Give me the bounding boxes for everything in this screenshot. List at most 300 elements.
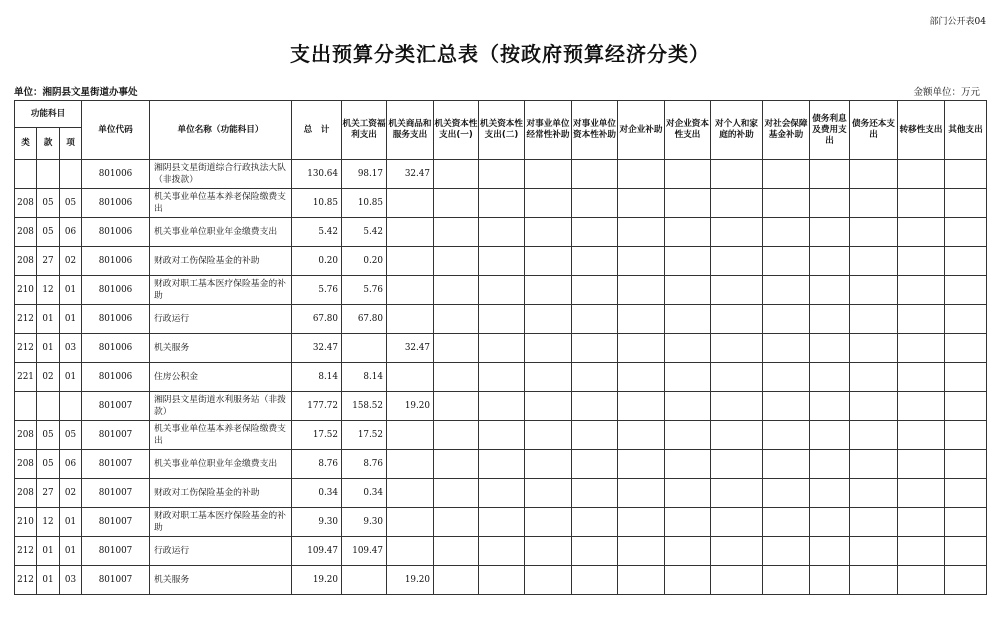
cell-empty: [763, 334, 810, 363]
cell-empty: [525, 450, 572, 479]
unit-name-text: 财政对职工基本医疗保险基金的补助: [154, 279, 286, 301]
cell-unit-name: [150, 160, 292, 189]
cell-empty: [945, 247, 987, 276]
cell-empty: [434, 566, 479, 595]
cell-empty: [434, 305, 479, 334]
unit-name-text: 机关事业单位基本养老保险缴费支出: [154, 192, 286, 214]
cell-empty: [711, 334, 763, 363]
cell-empty: [665, 363, 711, 392]
unit-name-text: 住房公积金: [154, 372, 198, 382]
cell-empty: [572, 276, 618, 305]
cell-empty: [711, 508, 763, 537]
cell-wage-welfare: 98.17: [342, 160, 387, 189]
cell-kuan: 01: [37, 305, 60, 334]
cell-unit-code: 801007: [82, 450, 150, 479]
table-row: [15, 392, 987, 421]
table-row: [15, 508, 987, 537]
cell-empty: [898, 450, 945, 479]
cell-empty: [945, 334, 987, 363]
cell-unit-name: [150, 566, 292, 595]
cell-empty: [945, 189, 987, 218]
cell-empty: [763, 363, 810, 392]
cell-empty: [434, 247, 479, 276]
cell-unit-name: [150, 537, 292, 566]
cell-empty: [479, 218, 525, 247]
cell-empty: [434, 363, 479, 392]
header-col-4: 机关资本性支出(二): [479, 101, 525, 160]
cell-empty: [763, 537, 810, 566]
cell-unit-code: 801007: [82, 392, 150, 421]
header-kuan: 款: [37, 128, 60, 160]
cell-empty: [618, 421, 665, 450]
cell-wage-welfare: 10.85: [342, 189, 387, 218]
cell-kuan: [37, 160, 60, 189]
cell-empty: [618, 363, 665, 392]
cell-empty: [665, 566, 711, 595]
cell-empty: [763, 421, 810, 450]
cell-empty: [711, 479, 763, 508]
cell-empty: [525, 363, 572, 392]
cell-unit-name: [150, 363, 292, 392]
cell-goods-services: [387, 305, 434, 334]
cell-wage-welfare: 5.76: [342, 276, 387, 305]
cell-unit-name: [150, 450, 292, 479]
table-row: [15, 305, 987, 334]
cell-empty: [850, 305, 898, 334]
cell-empty: [945, 537, 987, 566]
cell-empty: [434, 508, 479, 537]
cell-lei: 212: [15, 305, 37, 334]
cell-empty: [711, 392, 763, 421]
header-col-5: 对事业单位经常性补助: [525, 101, 572, 160]
cell-empty: [618, 247, 665, 276]
cell-empty: [572, 392, 618, 421]
cell-empty: [810, 537, 850, 566]
cell-empty: [711, 276, 763, 305]
cell-empty: [572, 450, 618, 479]
cell-empty: [711, 247, 763, 276]
header-col-13: 转移性支出: [898, 101, 945, 160]
header-col-11: 债务利息及费用支出: [810, 101, 850, 160]
cell-lei: [15, 160, 37, 189]
cell-wage-welfare: 8.76: [342, 450, 387, 479]
cell-empty: [525, 421, 572, 450]
cell-goods-services: 19.20: [387, 392, 434, 421]
cell-kuan: 27: [37, 247, 60, 276]
unit-name-text: 湘阴县文星街道水利服务站（非拨款）: [154, 395, 286, 417]
cell-goods-services: 19.20: [387, 566, 434, 595]
cell-wage-welfare: 0.20: [342, 247, 387, 276]
cell-empty: [525, 160, 572, 189]
cell-empty: [525, 276, 572, 305]
header-col-2: 机关商品和服务支出: [387, 101, 434, 160]
cell-empty: [711, 189, 763, 218]
cell-wage-welfare: 0.34: [342, 479, 387, 508]
cell-empty: [434, 479, 479, 508]
header-col-10: 对社会保障基金补助: [763, 101, 810, 160]
cell-empty: [665, 537, 711, 566]
cell-empty: [665, 421, 711, 450]
cell-empty: [850, 537, 898, 566]
cell-empty: [898, 334, 945, 363]
cell-unit-name: [150, 218, 292, 247]
cell-empty: [810, 508, 850, 537]
cell-empty: [434, 537, 479, 566]
cell-empty: [711, 566, 763, 595]
cell-empty: [525, 189, 572, 218]
table-row: [15, 566, 987, 595]
cell-empty: [763, 247, 810, 276]
header-col-12: 债务还本支出: [850, 101, 898, 160]
cell-empty: [898, 189, 945, 218]
cell-empty: [665, 450, 711, 479]
cell-empty: [434, 450, 479, 479]
cell-kuan: 05: [37, 421, 60, 450]
cell-lei: [15, 392, 37, 421]
cell-empty: [479, 508, 525, 537]
cell-kuan: 02: [37, 363, 60, 392]
page-title: 支出预算分类汇总表（按政府预算经济分类）: [290, 42, 710, 66]
cell-empty: [618, 305, 665, 334]
unit-name-text: 行政运行: [154, 546, 190, 556]
cell-unit-code: 801006: [82, 305, 150, 334]
cell-empty: [850, 566, 898, 595]
cell-empty: [850, 421, 898, 450]
unit-name-text: 财政对职工基本医疗保险基金的补助: [154, 511, 286, 533]
cell-xiang: 03: [60, 334, 82, 363]
cell-empty: [618, 566, 665, 595]
cell-empty: [763, 450, 810, 479]
cell-empty: [763, 479, 810, 508]
cell-empty: [525, 566, 572, 595]
cell-unit-code: 801006: [82, 189, 150, 218]
cell-empty: [665, 189, 711, 218]
cell-wage-welfare: 9.30: [342, 508, 387, 537]
cell-empty: [665, 276, 711, 305]
cell-empty: [572, 363, 618, 392]
cell-empty: [945, 218, 987, 247]
cell-empty: [618, 479, 665, 508]
cell-empty: [763, 305, 810, 334]
cell-xiang: 06: [60, 450, 82, 479]
cell-unit-name: [150, 479, 292, 508]
cell-empty: [434, 392, 479, 421]
cell-empty: [618, 334, 665, 363]
cell-kuan: 01: [37, 566, 60, 595]
cell-goods-services: [387, 450, 434, 479]
table-row: [15, 450, 987, 479]
cell-goods-services: [387, 479, 434, 508]
cell-empty: [479, 305, 525, 334]
cell-empty: [572, 189, 618, 218]
cell-empty: [434, 276, 479, 305]
unit-name-text: 机关事业单位基本养老保险缴费支出: [154, 424, 286, 446]
cell-goods-services: [387, 189, 434, 218]
cell-empty: [810, 247, 850, 276]
cell-empty: [434, 189, 479, 218]
cell-kuan: 01: [37, 537, 60, 566]
cell-total: 9.30: [292, 508, 342, 537]
header-col-7: 对企业补助: [618, 101, 665, 160]
cell-unit-name: [150, 305, 292, 334]
unit-name-text: 财政对工伤保险基金的补助: [154, 256, 260, 266]
cell-wage-welfare: [342, 334, 387, 363]
cell-xiang: 01: [60, 305, 82, 334]
cell-empty: [850, 334, 898, 363]
table-row: [15, 160, 987, 189]
cell-empty: [945, 363, 987, 392]
cell-unit-code: 801006: [82, 247, 150, 276]
cell-unit-code: 801007: [82, 566, 150, 595]
cell-empty: [810, 305, 850, 334]
cell-kuan: 01: [37, 334, 60, 363]
cell-empty: [665, 392, 711, 421]
cell-wage-welfare: 17.52: [342, 421, 387, 450]
header-total: 总 计: [292, 101, 342, 160]
cell-xiang: 02: [60, 247, 82, 276]
cell-goods-services: [387, 363, 434, 392]
cell-empty: [763, 566, 810, 595]
cell-empty: [711, 421, 763, 450]
cell-goods-services: 32.47: [387, 334, 434, 363]
cell-xiang: 01: [60, 508, 82, 537]
cell-xiang: [60, 392, 82, 421]
cell-empty: [898, 218, 945, 247]
cell-empty: [434, 160, 479, 189]
cell-lei: 221: [15, 363, 37, 392]
cell-empty: [572, 305, 618, 334]
cell-unit-name: [150, 421, 292, 450]
header-func-subject: 功能科目: [15, 101, 82, 128]
cell-goods-services: [387, 508, 434, 537]
cell-empty: [810, 566, 850, 595]
cell-goods-services: [387, 276, 434, 305]
cell-xiang: [60, 160, 82, 189]
cell-empty: [525, 218, 572, 247]
cell-wage-welfare: 67.80: [342, 305, 387, 334]
cell-kuan: 12: [37, 276, 60, 305]
cell-empty: [665, 479, 711, 508]
cell-total: 32.47: [292, 334, 342, 363]
cell-total: 130.64: [292, 160, 342, 189]
cell-empty: [945, 160, 987, 189]
cell-unit-name: [150, 276, 292, 305]
header-lei: 类: [15, 128, 37, 160]
table-row: [15, 218, 987, 247]
cell-lei: 212: [15, 566, 37, 595]
table-row: [15, 189, 987, 218]
cell-empty: [525, 508, 572, 537]
cell-kuan: [37, 392, 60, 421]
cell-empty: [898, 160, 945, 189]
cell-empty: [810, 276, 850, 305]
cell-unit-code: 801006: [82, 218, 150, 247]
cell-empty: [618, 537, 665, 566]
cell-empty: [618, 450, 665, 479]
cell-empty: [525, 334, 572, 363]
unit-name-text: 财政对工伤保险基金的补助: [154, 488, 260, 498]
document-code: 部门公开表04: [929, 17, 986, 27]
cell-empty: [850, 247, 898, 276]
table-row: [15, 276, 987, 305]
cell-lei: 208: [15, 421, 37, 450]
cell-kuan: 12: [37, 508, 60, 537]
cell-wage-welfare: 109.47: [342, 537, 387, 566]
cell-empty: [945, 276, 987, 305]
cell-empty: [898, 392, 945, 421]
cell-lei: 212: [15, 334, 37, 363]
cell-empty: [479, 392, 525, 421]
cell-empty: [479, 189, 525, 218]
cell-empty: [572, 334, 618, 363]
cell-xiang: 01: [60, 537, 82, 566]
cell-unit-code: 801007: [82, 421, 150, 450]
cell-empty: [898, 305, 945, 334]
cell-empty: [850, 392, 898, 421]
cell-wage-welfare: [342, 566, 387, 595]
cell-empty: [665, 508, 711, 537]
cell-empty: [898, 363, 945, 392]
cell-empty: [665, 334, 711, 363]
cell-unit-code: 801006: [82, 160, 150, 189]
cell-wage-welfare: 5.42: [342, 218, 387, 247]
cell-empty: [711, 305, 763, 334]
cell-empty: [525, 247, 572, 276]
cell-empty: [810, 392, 850, 421]
cell-empty: [810, 450, 850, 479]
cell-unit-code: 801007: [82, 537, 150, 566]
unit-name-text: 机关事业单位职业年金缴费支出: [154, 227, 278, 237]
cell-xiang: 01: [60, 276, 82, 305]
cell-empty: [525, 479, 572, 508]
cell-lei: 208: [15, 479, 37, 508]
cell-empty: [618, 160, 665, 189]
cell-empty: [525, 392, 572, 421]
cell-wage-welfare: 8.14: [342, 363, 387, 392]
cell-xiang: 01: [60, 363, 82, 392]
cell-empty: [618, 508, 665, 537]
cell-empty: [810, 160, 850, 189]
cell-empty: [479, 363, 525, 392]
cell-empty: [572, 421, 618, 450]
header-col-14: 其他支出: [945, 101, 987, 160]
cell-goods-services: 32.47: [387, 160, 434, 189]
cell-empty: [572, 160, 618, 189]
cell-empty: [850, 479, 898, 508]
cell-empty: [572, 247, 618, 276]
header-col-3: 机关资本性支出(一): [434, 101, 479, 160]
cell-xiang: 03: [60, 566, 82, 595]
cell-total: 67.80: [292, 305, 342, 334]
cell-empty: [665, 218, 711, 247]
cell-unit-name: [150, 508, 292, 537]
cell-unit-code: 801006: [82, 276, 150, 305]
cell-empty: [434, 218, 479, 247]
header-col-1: 机关工资福利支出: [342, 101, 387, 160]
cell-total: 5.76: [292, 276, 342, 305]
cell-empty: [763, 392, 810, 421]
cell-empty: [945, 421, 987, 450]
cell-empty: [763, 276, 810, 305]
cell-empty: [945, 566, 987, 595]
cell-empty: [945, 450, 987, 479]
table-row: [15, 537, 987, 566]
cell-empty: [850, 189, 898, 218]
cell-empty: [479, 450, 525, 479]
cell-empty: [810, 334, 850, 363]
cell-empty: [898, 421, 945, 450]
cell-empty: [711, 218, 763, 247]
cell-unit-name: [150, 392, 292, 421]
cell-total: 177.72: [292, 392, 342, 421]
cell-goods-services: [387, 247, 434, 276]
cell-xiang: 02: [60, 479, 82, 508]
cell-empty: [479, 566, 525, 595]
cell-empty: [572, 537, 618, 566]
cell-empty: [479, 160, 525, 189]
cell-total: 10.85: [292, 189, 342, 218]
cell-empty: [618, 392, 665, 421]
cell-goods-services: [387, 537, 434, 566]
table-row: [15, 421, 987, 450]
cell-empty: [479, 421, 525, 450]
cell-empty: [665, 160, 711, 189]
cell-empty: [618, 189, 665, 218]
header-unit-name: 单位名称（功能科目）: [150, 101, 292, 160]
cell-kuan: 27: [37, 479, 60, 508]
cell-unit-name: [150, 189, 292, 218]
cell-empty: [898, 537, 945, 566]
table-row: [15, 479, 987, 508]
cell-empty: [898, 479, 945, 508]
expenditure-table: [14, 100, 987, 595]
cell-wage-welfare: 158.52: [342, 392, 387, 421]
cell-empty: [479, 537, 525, 566]
cell-empty: [763, 189, 810, 218]
cell-empty: [810, 218, 850, 247]
cell-empty: [850, 450, 898, 479]
cell-empty: [945, 479, 987, 508]
cell-lei: 208: [15, 189, 37, 218]
cell-total: 8.14: [292, 363, 342, 392]
cell-empty: [525, 305, 572, 334]
cell-empty: [850, 508, 898, 537]
unit-name-text: 行政运行: [154, 314, 190, 324]
cell-empty: [810, 421, 850, 450]
cell-lei: 212: [15, 537, 37, 566]
unit-name-text: 湘阴县文星街道综合行政执法大队（非拨款）: [154, 163, 286, 185]
header-col-6: 对事业单位资本性补助: [572, 101, 618, 160]
cell-empty: [711, 160, 763, 189]
cell-kuan: 05: [37, 450, 60, 479]
cell-total: 17.52: [292, 421, 342, 450]
cell-empty: [711, 363, 763, 392]
cell-empty: [665, 305, 711, 334]
cell-total: 5.42: [292, 218, 342, 247]
cell-unit-code: 801006: [82, 363, 150, 392]
cell-empty: [898, 508, 945, 537]
cell-unit-code: 801007: [82, 479, 150, 508]
cell-empty: [525, 537, 572, 566]
table-row: [15, 247, 987, 276]
cell-empty: [850, 276, 898, 305]
cell-empty: [898, 247, 945, 276]
cell-lei: 208: [15, 218, 37, 247]
cell-empty: [898, 276, 945, 305]
cell-empty: [711, 450, 763, 479]
unit-name-text: 机关事业单位职业年金缴费支出: [154, 459, 278, 469]
cell-xiang: 05: [60, 421, 82, 450]
